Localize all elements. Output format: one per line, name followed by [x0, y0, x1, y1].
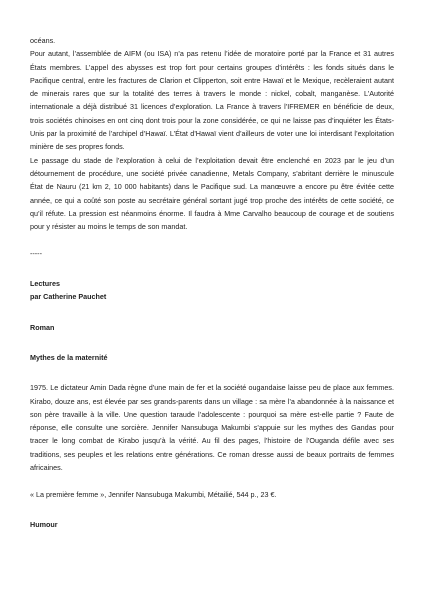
article-separator: -----: [30, 248, 42, 258]
document-page: [30, 34, 394, 531]
book-title: Mythes de la maternité: [30, 352, 108, 362]
section-roman: Roman: [30, 322, 55, 332]
lectures-byline: par Catherine Pauchet: [30, 292, 107, 302]
section-humour: Humour: [30, 519, 58, 529]
article-paragraph-2: Le passage du stade de l’exploration à celui de l’exploitation devait être enclenché en 2023 par le jeu d’un détournement de procédure, une société privée canadienne, Metals Company, s’abritant derrière le minuscule État de Nauru (21 km 2, 10 000 habitants) dans le Pacifique sud. La manœuvre a encore pu être évitée cette année, ce qui a coûté son poste au secrétaire général sortant jugé trop proche des intérêts de cette société, ce qu’il réfute. La pression est néanmoins énorme. Il faudra à Mme Carvalho beaucoup de courage et de soutiens pour y résister au moins le temps de son mandat.: [30, 155, 394, 232]
article-paragraph-1: Pour autant, l’assemblée de AIFM (ou ISA) n’a pas retenu l’idée de moratoire porté par la France et 31 autres États membres. L’appel des abysses est trop fort pour certains groupes d’intérêts : les fonds situés dans le Pacifique central, entre les fractures de Clarion et Clipperton, soit entre Hawaï et le Mexique, recèleraient autant de minerais rares que sur la totalité des terres à travers le monde : nickel, cobalt, manganèse. L’Autorité internationale a déjà distribué 31 licences d’exploration. La France à travers l’IFREMER en bénéficie de deux, trois sociétés chinoises en ont cinq dont trois pour la zone considérée, ce qui ne laisse pas d’inquiéter les États-Unis par la proximité de l’archipel d’Hawaï. L’État d’Hawaï vient d’ailleurs de voter une loi interdisant l’exploitation minière de ses propres fonds.: [30, 49, 394, 152]
book-review: 1975. Le dictateur Amin Dada règne d’une main de fer et la société ougandaise laisse peu de place aux femmes. Kirabo, douze ans, est élevée par ses grands-parents dans un village : sa mère l’a abandonnée à la naissance et son père travaille à la ville. Une question taraude l’adolescente : pourquoi sa mère est-elle partie ? Faute de réponse, elle consulte une sorcière. Jennifer Nansubuga Makumbi s’appuie sur les mythes des Gandas pour tracer le long combat de Kirabo jusqu’à la vérité. Au fil des pages, l’histoire de l’Ouganda défile avec ses traditions, ses peuples et les relations entre générations. Ce roman dresse aussi de beaux portraits de femmes africaines.: [30, 383, 394, 473]
book-reference: « La première femme », Jennifer Nansubuga Makumbi, Métailié, 544 p., 23 €.: [30, 489, 277, 499]
lectures-heading: Lectures: [30, 279, 60, 289]
article-continuation: océans.: [30, 36, 56, 45]
